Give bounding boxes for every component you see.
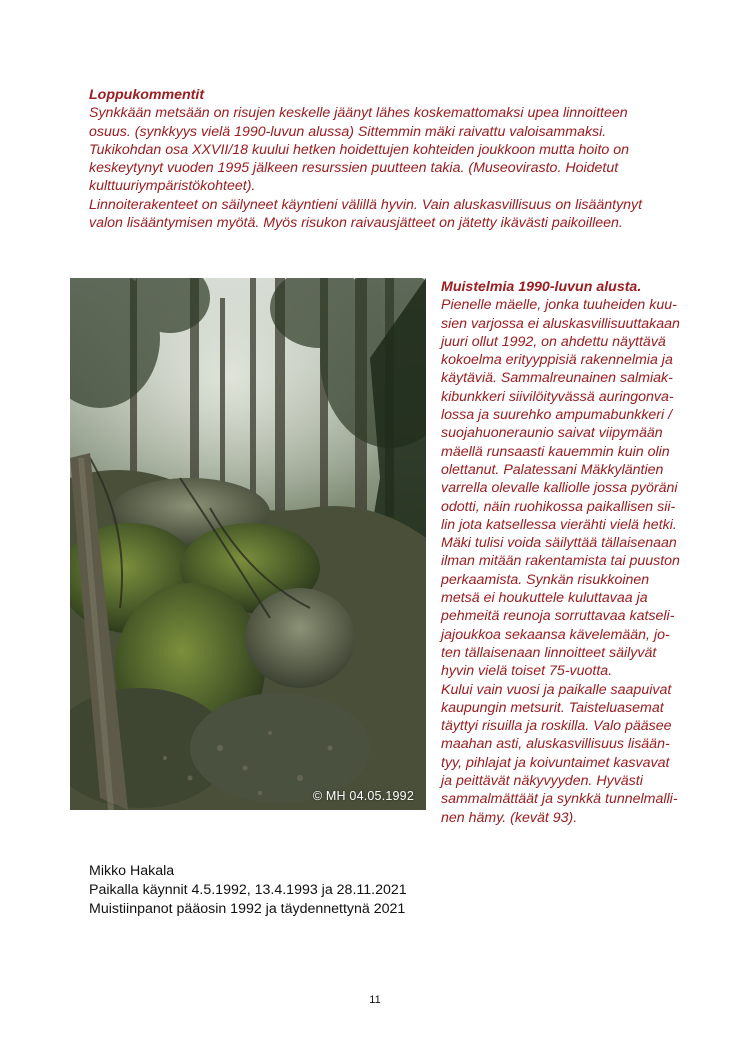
- memoir-line: maahan asti, aluskasvillisuus lisään-: [441, 736, 670, 753]
- memoir-line: olettanut. Palatessani Mäkkyläntien: [441, 461, 664, 478]
- memoir-line: kaupungin metsurit. Taisteluasemat: [441, 699, 664, 716]
- memoir-line: jajoukkoa sekaansa kävelemään, jo-: [441, 626, 670, 643]
- author-name: Mikko Hakala: [89, 863, 175, 879]
- memoir-line: Kului vain vuosi ja paikalle saapuivat: [441, 681, 672, 698]
- author-block: [89, 862, 407, 919]
- memoir-line: suojahuoneraunio saivat viipymään: [441, 425, 663, 442]
- photo-caption: © MH 04.05.1992: [312, 789, 414, 803]
- closing-comments-line: keskeytynyt vuoden 1995 jälkeen resurssien puutteen takia. (Museovirasto. Hoidetut: [89, 160, 619, 177]
- memoir-line: Pienelle mäelle, jonka tuuheiden kuu-: [441, 297, 677, 314]
- memoir-line: täyttyi risuilla ja roskilla. Valo pääsee: [441, 718, 672, 735]
- notes-info: Muistiinpanot pääosin 1992 ja täydennettynä 2021: [89, 901, 406, 917]
- closing-comments-line: osuus. (synkkyys vielä 1990-luvun alussa) Sittemmin mäki raivattu valoisammaksi.: [89, 123, 607, 140]
- memoir-line: ilman mitään rakentamista tai puuston: [441, 553, 680, 570]
- visit-dates: Paikalla käynnit 4.5.1992, 13.4.1993 ja 28.11.2021: [89, 882, 407, 898]
- closing-comments-line: Synkkään metsään on risujen keskelle jäänyt lähes koskemattomaksi upea linnoitteen: [89, 105, 628, 122]
- memoir-line: odotti, näin ruohikossa paikallisen sii-: [441, 498, 676, 515]
- closing-comments-line: kulttuuriympäristökohteet).: [89, 178, 256, 195]
- memoir-title: Muistelmia 1990-luvun alusta.: [441, 279, 642, 295]
- memoir-line: ten tällaisenaan linnoitteet säilyvät: [441, 644, 657, 661]
- closing-comments-section: [89, 86, 689, 232]
- memoir-line: varrella olevalle kalliolle jossa pyöräni: [441, 480, 678, 497]
- closing-comments-title: Loppukommentit: [89, 87, 205, 103]
- memoir-line: perkaamista. Synkän risukkoinen: [441, 571, 650, 588]
- memoir-line: lossa ja suurehko ampumabunkkeri /: [441, 407, 673, 424]
- memoir-line: juuri ollut 1992, on ahdettu näyttävä: [441, 333, 666, 350]
- closing-comments-line: Linnoiterakenteet on säilyneet käyntieni välillä hyvin. Vain aluskasvillisuus on lisääntynyt: [89, 196, 643, 213]
- memoir-line: käytäviä. Sammalreunainen salmiak-: [441, 370, 673, 387]
- closing-comments-line: Tukikohdan osa XXVII/18 kuului hetken hoidettujen kohteiden joukkoon mutta hoito on: [89, 141, 630, 158]
- memoir-line: sammalmättäät ja synkkä tunnelmalli-: [441, 791, 678, 808]
- memoir-line: tyy, pihlajat ja koivuntaimet kasvavat: [441, 754, 670, 771]
- memoir-line: lin jota katsellessa vierähti vielä hetki.: [441, 516, 677, 533]
- page-number: 11: [369, 994, 381, 1006]
- memoir-line: metsä ei houkuttele kuluttavaa ja: [441, 590, 648, 607]
- memoir-line: kibunkkeri siivilöityvässä auringonva-: [441, 388, 674, 405]
- memoir-section: [441, 278, 701, 827]
- memoir-line: sien varjossa ei aluskasvillisuuttakaan: [441, 315, 680, 332]
- memoir-line: nen hämy. (kevät 93).: [441, 809, 578, 826]
- forest-photo: [70, 278, 426, 810]
- closing-comments-line: valon lisääntymisen myötä. Myös risukon raivausjätteet on jätetty ikävästi paikoilleen.: [89, 215, 623, 232]
- memoir-line: ja peittävät näkyvyyden. Hyvästi: [441, 773, 643, 790]
- memoir-line: pehmeitä reunoja sorruttavaa katseli-: [441, 608, 675, 625]
- memoir-line: kokoelma erityyppisiä rakennelmia ja: [441, 352, 673, 369]
- memoir-line: hyvin vielä toiset 75-vuotta.: [441, 663, 613, 680]
- memoir-line: Mäki tulisi voida säilyttää tällaisenaan: [441, 535, 677, 552]
- forest-photo-illustration: [70, 278, 426, 810]
- memoir-line: mäellä runsaasti kauemmin kuin olin: [441, 443, 670, 460]
